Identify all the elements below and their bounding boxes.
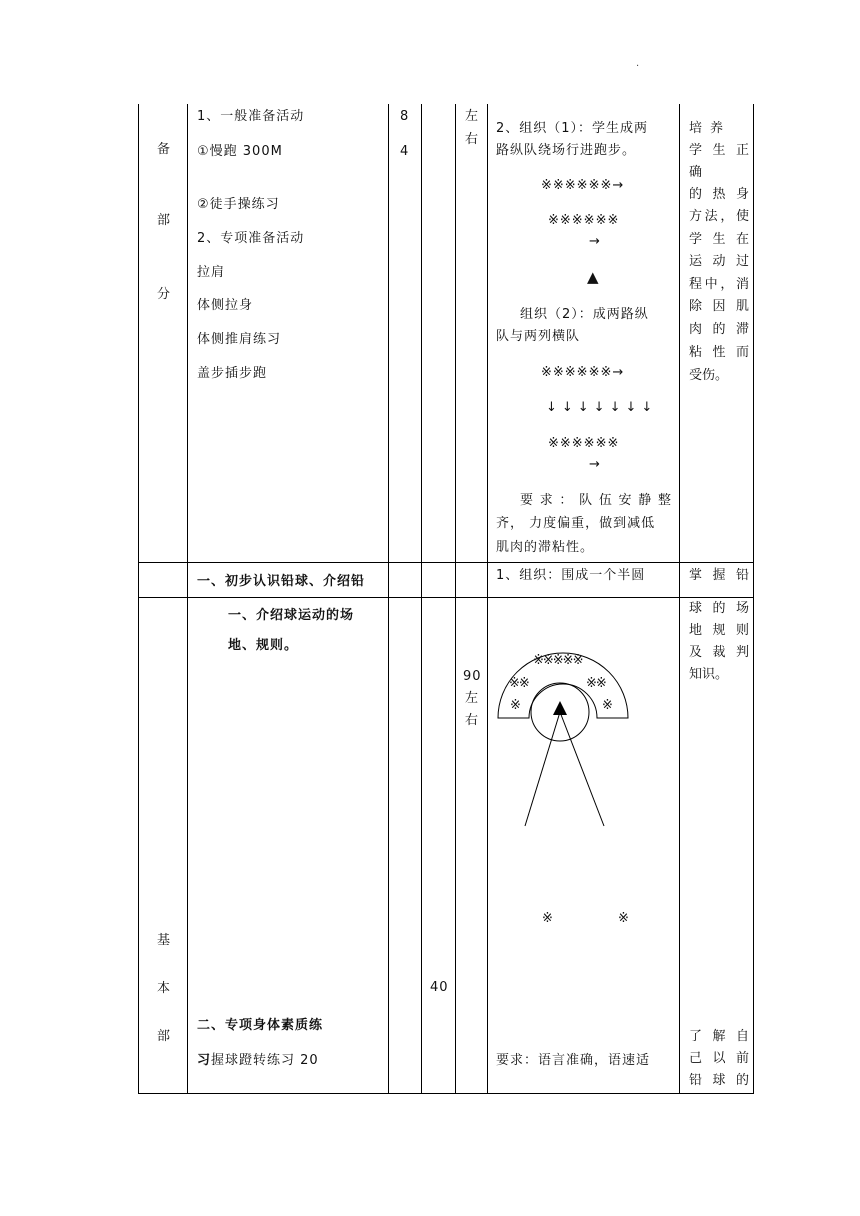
content-heading: 二、专项身体素质练 (197, 1018, 324, 1033)
formation-arrow: → (589, 457, 601, 472)
content-line: 1、一般准备活动 (197, 109, 305, 124)
student-marker: ※ (618, 911, 630, 926)
purpose-line: 的热身 (689, 187, 749, 202)
requirement-line: 齐， 力度偏重，做到减低 (496, 516, 656, 531)
formation-row: ※※※※※※→ (541, 365, 625, 380)
student-marker: ※ (542, 911, 554, 926)
purpose-line: 铅球的 (689, 1073, 749, 1088)
student-row: ※※ (586, 676, 606, 691)
purpose-line: 运动过 (689, 254, 749, 269)
content-line-text: 握球蹬转练习 20 (211, 1053, 319, 1068)
purpose-line: 己以前 (689, 1051, 749, 1066)
page-header-mark: . (636, 58, 640, 69)
org-subtitle-line: 队与两列横队 (496, 329, 581, 344)
student-row: ※ (510, 698, 522, 713)
purpose-line: 方法，使 (689, 209, 749, 224)
purpose-line: 球的场 (689, 601, 749, 616)
content-line: 盖步插步跑 (197, 366, 268, 381)
teacher-marker: ▲ (587, 268, 600, 286)
org-line: 1、组织：围成一个半圆 (496, 568, 646, 583)
purpose-line: 及裁判 (689, 645, 749, 660)
content-heading: 一、初步认识铅球、介绍铅 (197, 574, 366, 589)
content-line: 2、专项准备活动 (197, 231, 305, 246)
student-row: ※ (602, 698, 614, 713)
section-label-char: 部 (157, 1029, 172, 1044)
content-line: 拉肩 (197, 265, 226, 280)
student-row: ※※ (509, 676, 529, 691)
time-char: 左 (465, 109, 480, 124)
org-subtitle-line: 组织（2）：成两路纵 (520, 307, 649, 322)
time-char: 左 (465, 691, 480, 706)
content-heading: 地、规则。 (228, 638, 299, 653)
formation-row: ※※※※※※ (548, 436, 620, 451)
content-heading: 一、介绍球运动的场 (228, 608, 355, 623)
purpose-line: 学生在 (689, 232, 749, 247)
purpose-line: 粘性而 (689, 345, 749, 360)
purpose-line: 培养 (689, 121, 732, 136)
purpose-line: 地规则 (689, 623, 749, 638)
teacher-triangle-icon (553, 701, 567, 715)
sector-line-right (560, 712, 604, 826)
section-label-char: 本 (157, 981, 172, 996)
purpose-line: 掌握铅 (689, 568, 749, 583)
formation-row: ※※※※※※ (548, 213, 620, 228)
time-char: 右 (465, 713, 480, 728)
content-line: 体侧推肩练习 (197, 332, 282, 347)
purpose-line: 除因肌 (689, 299, 749, 314)
sector-line-left (525, 712, 560, 826)
content-line: ②徒手操练习 (197, 197, 280, 212)
count-value: 8 (400, 109, 410, 124)
purpose-line: 学生正 (689, 143, 749, 158)
time-char: 右 (465, 132, 480, 147)
content-heading-tail: 习 (197, 1053, 212, 1068)
content-line: ①慢跑 300M (197, 144, 283, 159)
purpose-line: 受伤。 (689, 368, 729, 383)
org-title-line: 2、组织（1）：学生成两 (496, 121, 649, 136)
section-label-char: 部 (157, 213, 172, 228)
time-char: 90 (463, 669, 482, 684)
section-label-char: 基 (157, 933, 172, 948)
purpose-line: 肉的滞 (689, 322, 749, 337)
count-value: 40 (430, 980, 449, 995)
requirement-line: 要求：语言准确，语速适 (496, 1053, 651, 1068)
purpose-line: 程中，消 (689, 277, 749, 292)
count-value: 4 (400, 144, 410, 159)
student-row: ※※※※※ (533, 653, 583, 668)
purpose-line: 知识。 (689, 667, 729, 682)
requirement-line: 要求：队伍安静整 (520, 493, 672, 508)
purpose-line: 确 (689, 165, 704, 180)
content-line: 体侧拉身 (197, 298, 254, 313)
requirement-line: 肌肉的滞粘性。 (496, 540, 595, 555)
org-title-line: 路纵队绕场行进跑步。 (496, 143, 637, 158)
purpose-line: 了解自 (689, 1029, 749, 1044)
formation-arrow: → (589, 234, 601, 249)
section-label-char: 分 (157, 287, 172, 302)
formation-arrows-down: ↓↓↓↓↓↓↓ (546, 400, 658, 415)
formation-row: ※※※※※※→ (541, 178, 625, 193)
section-label-char: 备 (157, 142, 172, 157)
